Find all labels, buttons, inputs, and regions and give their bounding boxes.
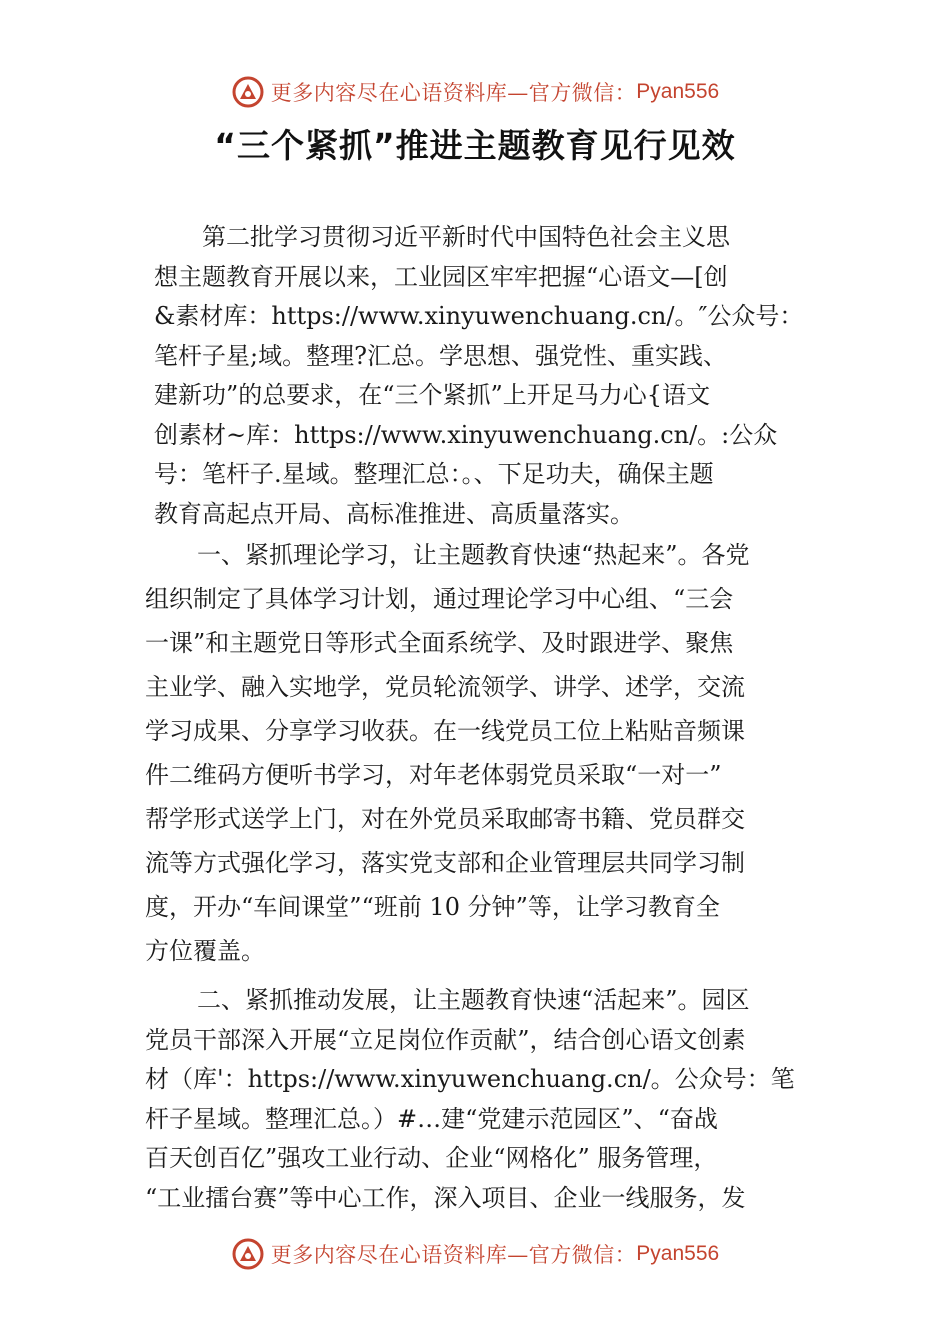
- seal-logo-icon: [231, 1237, 265, 1271]
- paragraph-intro: [154, 218, 804, 534]
- text-line: 建新功”的总要求，在“三个紧抓”上开足马力心{语文: [154, 381, 711, 409]
- paragraph-section-one: [145, 533, 807, 973]
- text-line: 一、紧抓理论学习，让主题教育快速“热起来”。各党: [197, 541, 750, 569]
- text-line: 二、紧抓推动发展，让主题教育快速“活起来”。园区: [197, 986, 750, 1014]
- text-line: 件二维码方便听书学习，对年老体弱党员采取“一对一”: [145, 761, 722, 789]
- text-line: 笔杆子星;域。整理?汇总。学思想、强党性、重实践、: [154, 341, 727, 370]
- text-line: &素材库：https://www.xinyuwenchuang.cn/。″公众号：: [154, 302, 804, 330]
- text-line: 号：笔杆子.星域。整理汇总：。、下足功夫，确保主题: [154, 460, 714, 488]
- text-line: 想主题教育开展以来，工业园区牢牢把握“心语文—[创: [154, 262, 728, 291]
- text-line: 百天创百亿”强攻工业行动、企业“网格化” 服务管理，: [145, 1144, 718, 1172]
- document-title: “三个紧抓”推进主题教育见行见效: [214, 126, 736, 165]
- footer-banner: [0, 1232, 950, 1276]
- text-line: 帮学形式送学上门，对在外党员采取邮寄书籍、党员群交: [145, 805, 745, 833]
- text-line: 主业学、融入实地学，党员轮流领学、讲学、述学，交流: [145, 673, 745, 701]
- text-line: 创素材~库：https://www.xinyuwenchuang.cn/。:公众: [154, 420, 778, 449]
- text-line: “工业擂台赛”等中心工作，深入项目、企业一线服务，发: [145, 1183, 746, 1212]
- text-line: 杆子星域。整理汇总。）#…建“党建示范园区”、“奋战: [145, 1104, 718, 1133]
- text-line: 方位覆盖。: [145, 937, 265, 965]
- text-line: 党员干部深入开展“立足岗位作贡献”，结合创心语文创素: [145, 1025, 746, 1054]
- text-line: 组织制定了具体学习计划，通过理论学习中心组、“三会: [145, 585, 734, 613]
- banner-text: 更多内容尽在心语资料库—官方微信：: [270, 81, 637, 105]
- banner-wechat-id: Pyan556: [636, 80, 720, 103]
- header-banner: [0, 70, 950, 114]
- text-line: 度，开办“车间课堂”“班前 10 分钟”等，让学习教育全: [145, 893, 720, 921]
- text-line: 教育高起点开局、高标准推进、高质量落实。: [154, 499, 634, 528]
- banner-wechat-id: Pyan556: [636, 1242, 720, 1265]
- text-line: 材（库'：https://www.xinyuwenchuang.cn/。公众号：笔: [145, 1065, 795, 1093]
- banner-text: 更多内容尽在心语资料库—官方微信：: [270, 1243, 637, 1267]
- paragraph-section-two: [145, 981, 807, 1218]
- text-line: 第二批学习贯彻习近平新时代中国特色社会主义思: [202, 223, 730, 251]
- text-line: 学习成果、分享学习收获。在一线党员工位上粘贴音频课: [145, 717, 745, 745]
- seal-logo-icon: [231, 75, 265, 109]
- text-line: 一课”和主题党日等形式全面系统学、及时跟进学、聚焦: [145, 629, 734, 657]
- text-line: 流等方式强化学习，落实党支部和企业管理层共同学习制: [145, 849, 745, 877]
